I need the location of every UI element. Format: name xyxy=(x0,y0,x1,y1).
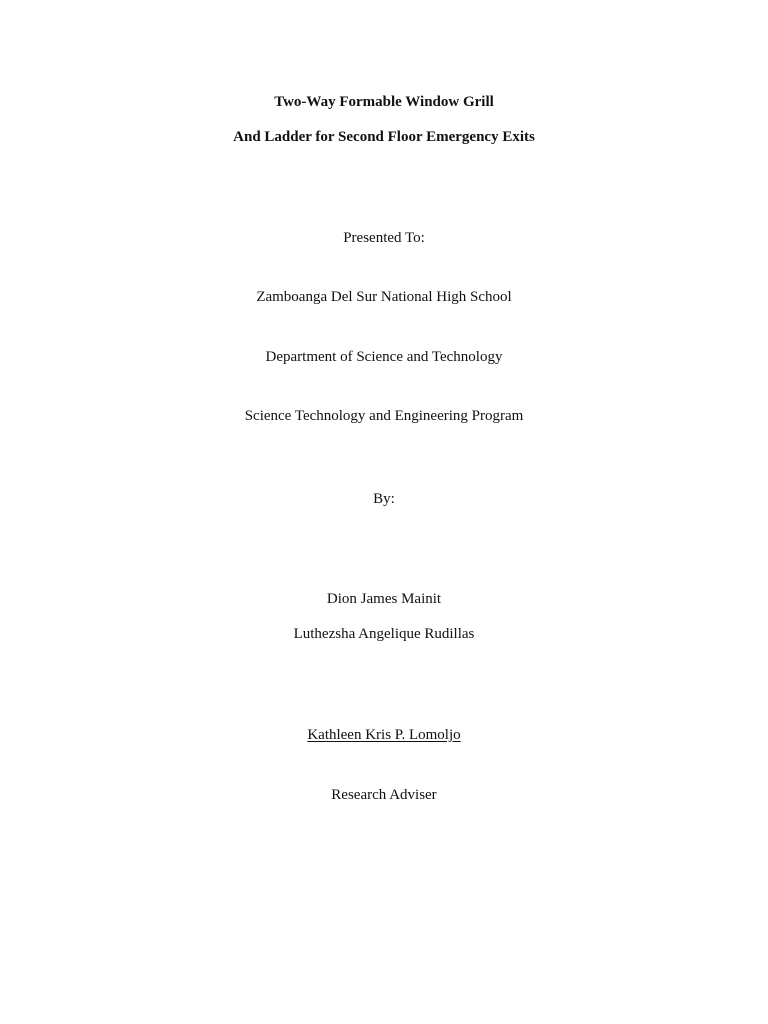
by-label: By: xyxy=(373,491,395,507)
adviser-name xyxy=(0,726,768,744)
adviser-role: Research Adviser xyxy=(331,787,437,803)
department-name: Department of Science and Technology xyxy=(265,349,503,365)
title-line-2: And Ladder for Second Floor Emergency Exits xyxy=(233,129,535,145)
presented-to-label: Presented To: xyxy=(343,230,425,246)
author-name: Luthezsha Angelique Rudillas xyxy=(293,626,475,642)
school-name: Zamboanga Del Sur National High School xyxy=(256,289,512,305)
program-name: Science Technology and Engineering Program xyxy=(244,408,524,424)
adviser-name-text: Kathleen Kris P. Lomoljo xyxy=(307,727,461,743)
title-line-1: Two-Way Formable Window Grill xyxy=(274,94,494,110)
author-name: Dion James Mainit xyxy=(326,591,442,607)
